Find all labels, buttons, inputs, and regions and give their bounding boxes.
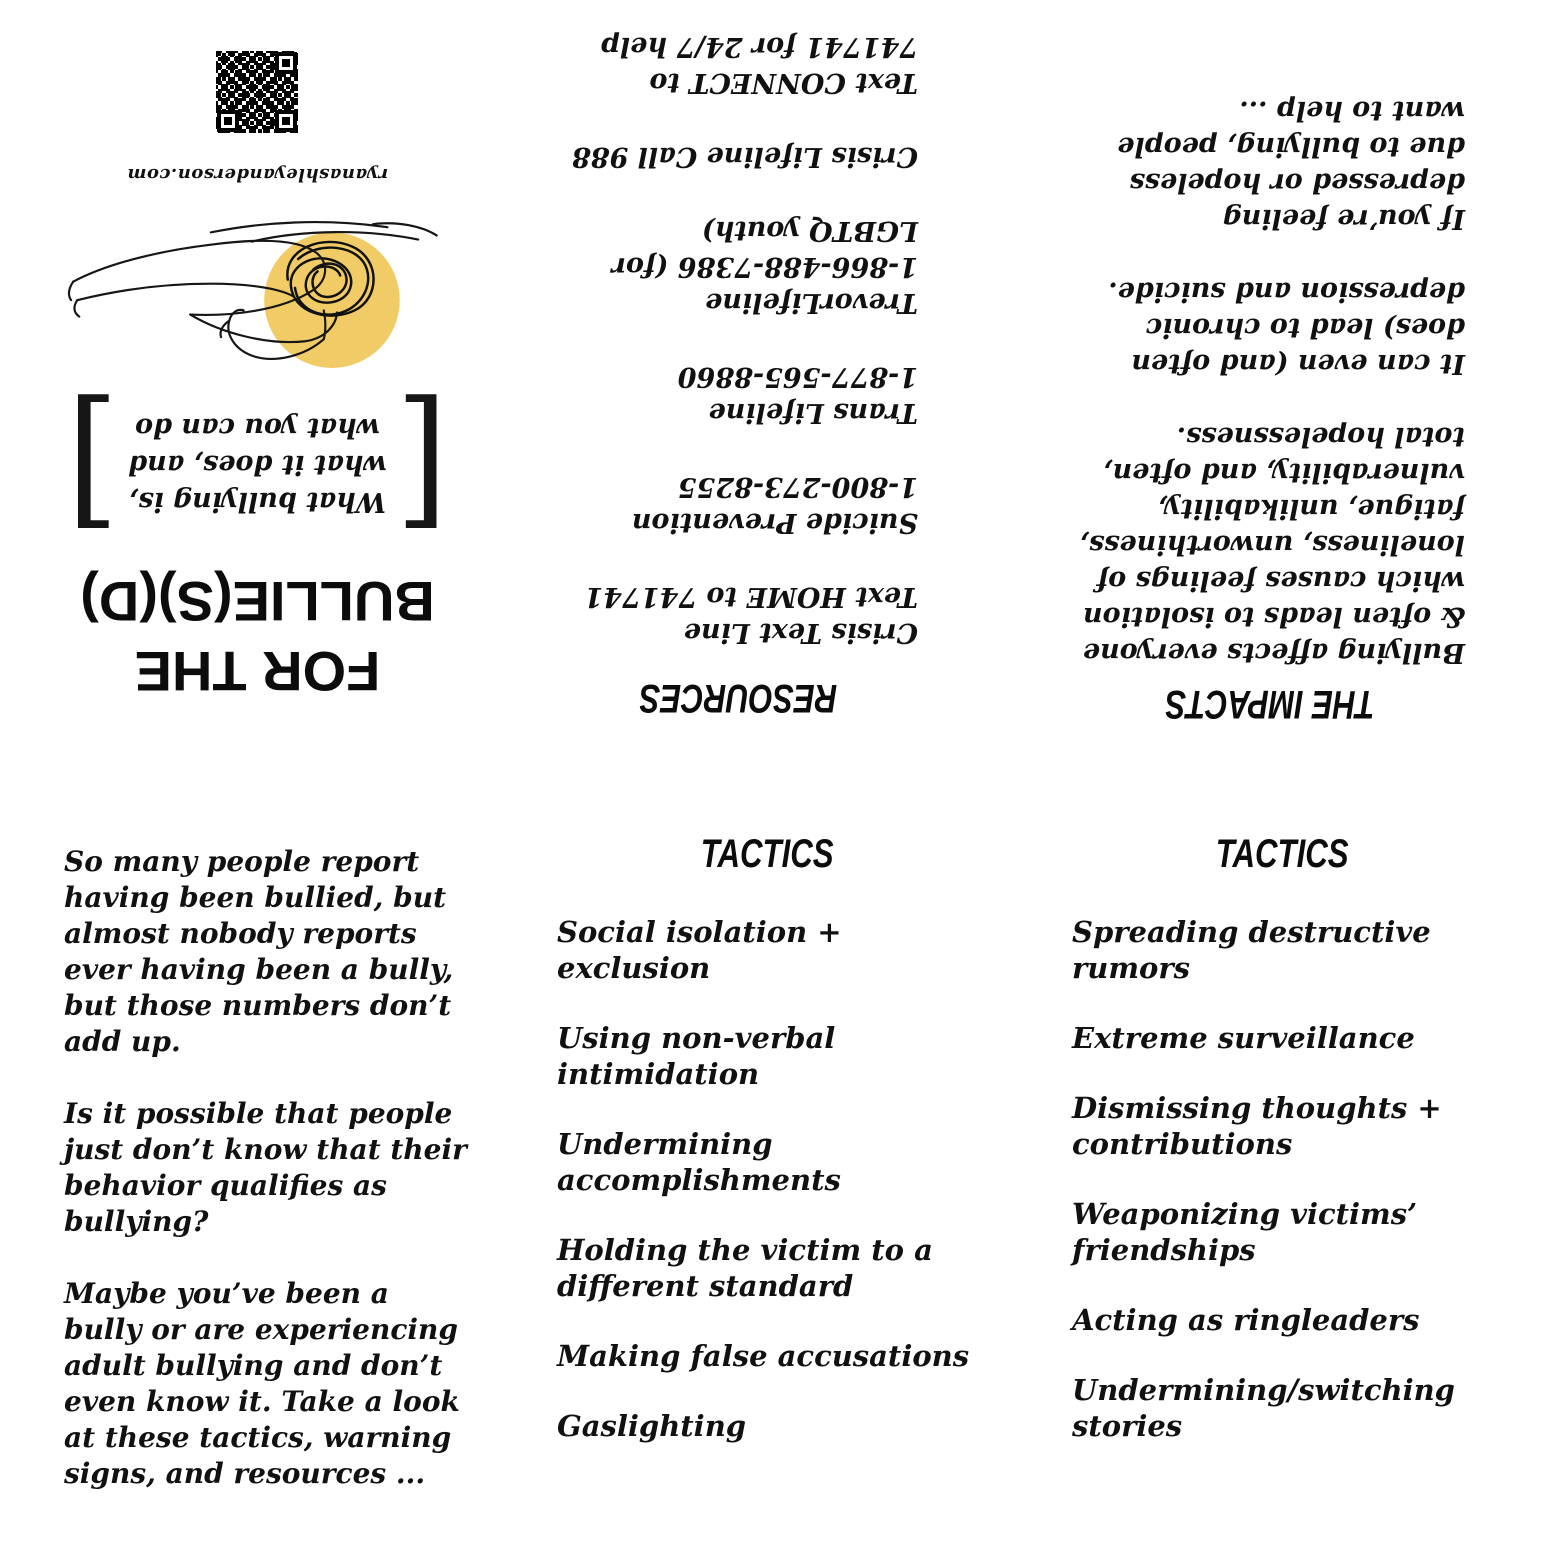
resources-panel — [515, 0, 1030, 772]
resource-item-crisis-lifeline — [550, 138, 918, 174]
tactics-left-heading: TACTICS — [700, 832, 834, 876]
intro-panel — [0, 772, 515, 1545]
resource-line: Trans Lifeline — [708, 397, 918, 428]
intro-paragraph: Maybe you’ve been a bully or are experiencing adult bullying and don’t even know it. Take a look at these tactics, warning signs, and resources ... — [64, 1277, 460, 1490]
tactic-item: Gaslighting — [557, 1409, 747, 1443]
cover-title — [80, 566, 435, 706]
right-bracket-icon: ] — [66, 378, 120, 552]
qr-code — [212, 46, 304, 138]
tactics-panel-right — [1030, 772, 1545, 1545]
tactic-item: Dismissing thoughts + contributions — [1072, 1091, 1442, 1161]
resource-line: Text HOME to 741741 — [584, 581, 918, 612]
resource-line: LGBTQ youth) — [701, 215, 918, 246]
resource-item-trans-lifeline — [550, 358, 918, 430]
left-bracket-icon: [ — [395, 378, 449, 552]
impacts-paragraph: It can even (and often does) lead to chronic depression and suicide. — [1108, 276, 1465, 379]
subtitle-line: What bullying is, — [128, 486, 387, 518]
impacts-panel — [1030, 0, 1545, 772]
tactic-item: Using non-verbal intimidation — [557, 1021, 836, 1091]
bottom-half — [0, 772, 1545, 1545]
resource-item-trevor-lifeline — [550, 212, 918, 320]
qr-finder-icon — [276, 110, 298, 132]
resource-line: TrevorLifeline — [705, 287, 918, 318]
subtitle-line: what you can do — [135, 412, 380, 444]
tactic-item: Weaponizing victims’ friendships — [1072, 1197, 1418, 1267]
tactic-item: Making false accusations — [557, 1339, 970, 1373]
tactic-item: Holding the victim to a different standard — [557, 1233, 933, 1303]
resource-item-text-connect — [550, 28, 918, 100]
cover-panel — [0, 0, 515, 772]
intro-paragraph: So many people report having been bullied, but almost nobody reports ever having been a bully, but those numbers don’t add up. — [64, 845, 454, 1058]
tactics-panel-left — [515, 772, 1030, 1545]
resources-heading: RESOURCES — [639, 676, 837, 720]
resource-line: Crisis Lifeline Call 988 — [571, 141, 918, 172]
subtitle-line: what it does, and — [128, 449, 387, 481]
website-url: ryanashleyanderson.com — [126, 164, 389, 185]
resource-item-crisis-text-line — [550, 578, 918, 650]
tactic-item: Social isolation + exclusion — [557, 915, 842, 985]
resource-line: 1-800-273-8255 — [677, 471, 918, 502]
tactic-item: Spreading destructive rumors — [1072, 915, 1431, 985]
impacts-paragraph: If you’re feeling depressed or hopeless due to bullying, people want to help ... — [1117, 95, 1465, 234]
tactic-item: Undermining accomplishments — [557, 1127, 841, 1197]
resource-item-suicide-prevention — [550, 468, 918, 540]
resource-line: 1-866-488-7386 (for — [611, 251, 918, 282]
resource-line: Crisis Text Line — [683, 617, 918, 648]
impacts-heading: THE IMPACTS — [1165, 682, 1375, 726]
qr-finder-icon — [276, 52, 298, 74]
cover-subtitle-lines — [128, 410, 386, 521]
tactic-item: Undermining/switching stories — [1072, 1373, 1455, 1443]
tactics-right-heading: TACTICS — [1215, 832, 1349, 876]
resource-line: Suicide Prevention — [631, 507, 918, 538]
resource-line: Text CONNECT to — [649, 67, 918, 98]
resource-line: 741741 for 24/7 help — [601, 31, 918, 62]
cover-title-line2: BULLIE(S)(D) — [80, 570, 435, 633]
yellow-circle — [265, 232, 401, 368]
intro-paragraph: Is it possible that people just don’t know that their behavior qualifies as bullying? — [64, 1097, 467, 1238]
tactic-item: Acting as ringleaders — [1072, 1303, 1420, 1337]
tactic-item: Extreme surveillance — [1072, 1021, 1415, 1055]
qr-finder-icon — [218, 110, 240, 132]
cover-title-line1: FOR THE — [134, 640, 381, 703]
cover-subtitle — [64, 378, 452, 552]
impacts-paragraph: Bullying affects everyone & often leads to isolation which causes feelings of loneliness, unworthiness, fatigue, unlikability, vulnerability, and often, total hopelessness. — [1079, 421, 1465, 668]
curled-figure-illustration — [68, 218, 448, 412]
top-half-rotated — [0, 0, 1545, 772]
resource-line: 1-877-565-8860 — [677, 361, 918, 392]
